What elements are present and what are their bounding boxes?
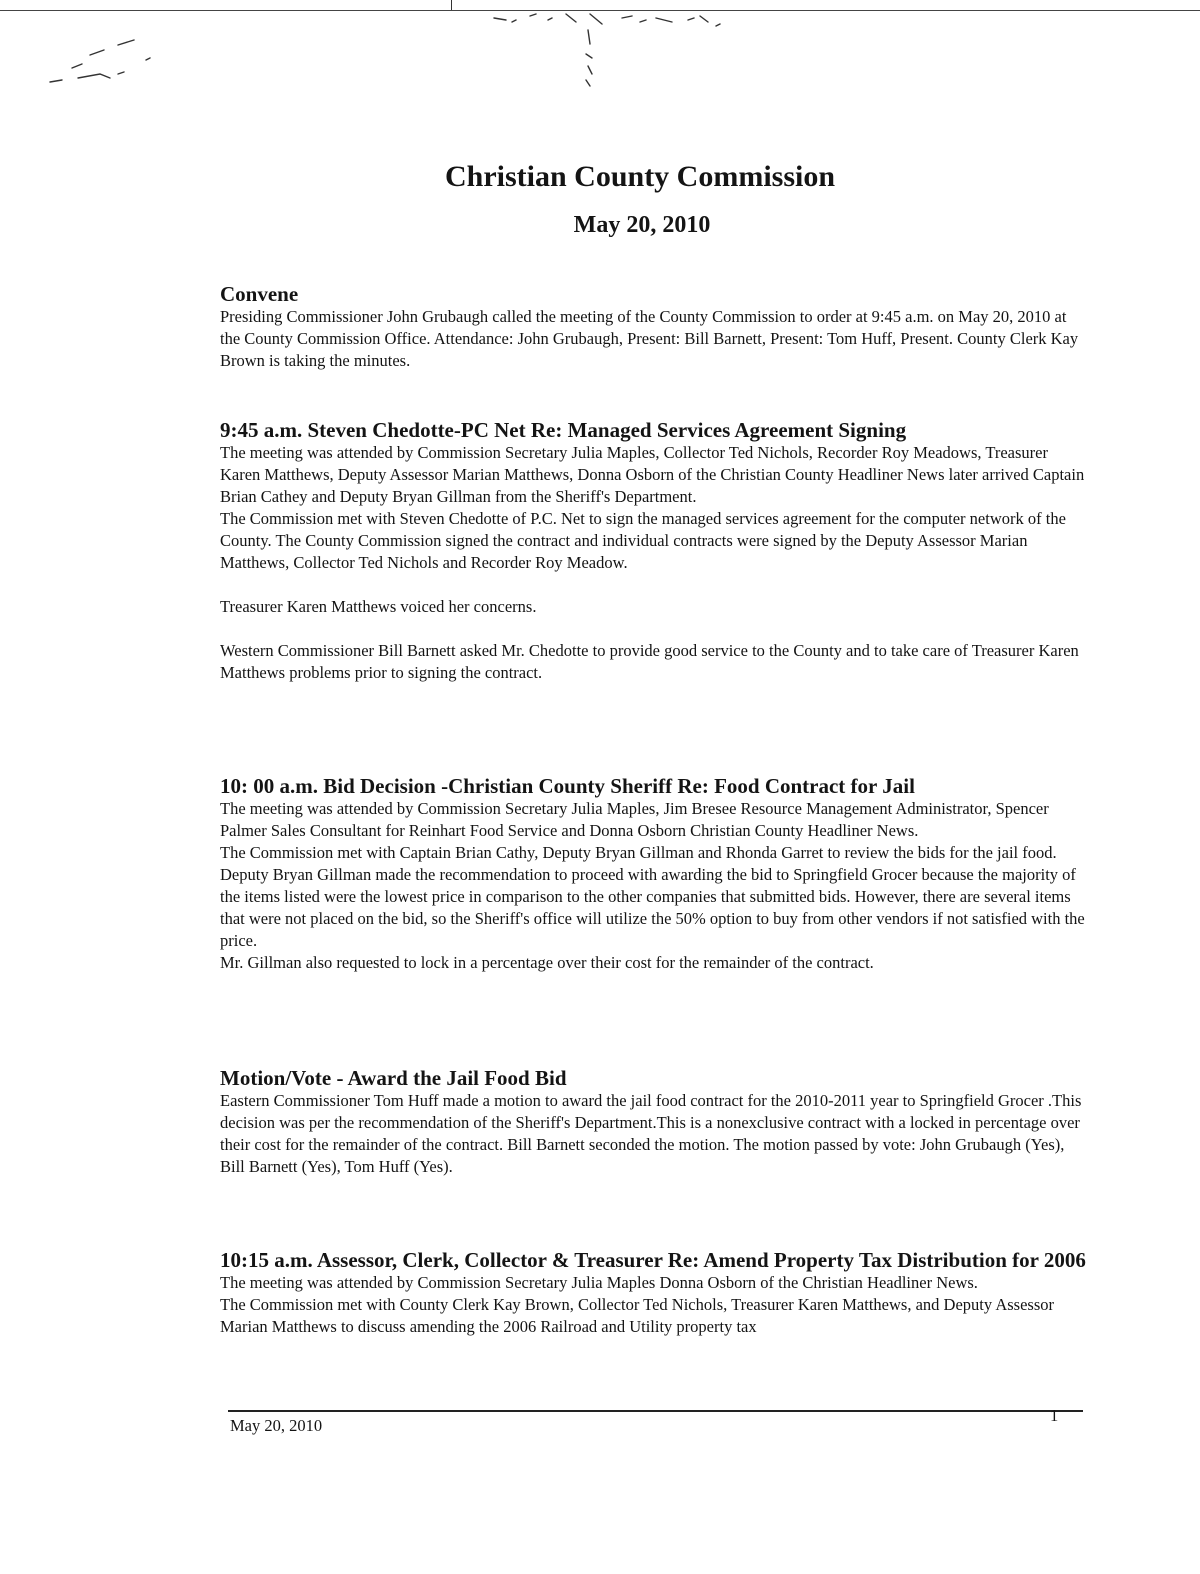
section-paragraph: The meeting was attended by Commission Secretary Julia Maples, Collector Ted Nichols, Recorder Roy Meadows, Treasurer Karen Matthews, Deputy Assessor Marian Matthews, Donna Osborn of the Christian County Headliner News later arrived Captain Brian Cathey and Deputy Bryan Gillman from the Sheriff's Department. xyxy=(220,443,1085,506)
section-paragraph: Treasurer Karen Matthews voiced her concerns. xyxy=(220,597,537,616)
section-managed-services xyxy=(220,418,1090,684)
section-paragraph: Presiding Commissioner John Grubaugh called the meeting of the County Commission to order at 9:45 a.m. on May 20, 2010 at the County Commission Office. Attendance: John Grubaugh, Present: Bill Barnett, Present: Tom Huff, Present. County Clerk Kay Brown is taking the minutes. xyxy=(220,307,1079,370)
section-convene xyxy=(220,282,1090,372)
section-paragraph: Mr. Gillman also requested to lock in a percentage over their cost for the remainder of the contract. xyxy=(220,953,874,972)
section-paragraph: Eastern Commissioner Tom Huff made a motion to award the jail food contract for the 2010-2011 year to Springfield Grocer .This decision was per the recommendation of the Sheriff's Department.This is a nonexclusive contract with a locked in percentage over their cost for the remainder of the contract. Bill Barnett seconded the motion. The motion passed by vote: John Grubaugh (Yes), Bill Barnett (Yes), Tom Huff (Yes). xyxy=(220,1091,1082,1176)
section-heading: Convene xyxy=(220,282,299,306)
section-heading: 10:15 a.m. Assessor, Clerk, Collector & Treasurer Re: Amend Property Tax Distribution for 2006 xyxy=(220,1248,1086,1272)
section-heading: 9:45 a.m. Steven Chedotte-PC Net Re: Managed Services Agreement Signing xyxy=(220,418,907,442)
footer-rule xyxy=(228,1410,1083,1412)
page-date: May 20, 2010 xyxy=(573,212,711,238)
section-property-tax xyxy=(220,1248,1090,1338)
section-paragraph: The Commission met with County Clerk Kay Brown, Collector Ted Nichols, Treasurer Karen Matthews, and Deputy Assessor Marian Matthews to discuss amending the 2006 Railroad and Utility property tax xyxy=(220,1295,1054,1336)
page-title: Christian County Commission xyxy=(444,160,836,193)
section-paragraph: The meeting was attended by Commission Secretary Julia Maples Donna Osborn of the Christian Headliner News. xyxy=(220,1273,978,1292)
page-number: 1 xyxy=(1050,1406,1059,1425)
section-motion-vote xyxy=(220,1066,1090,1178)
section-paragraph: The meeting was attended by Commission Secretary Julia Maples, Jim Bresee Resource Management Administrator, Spencer Palmer Sales Consultant for Reinhart Food Service and Donna Osborn Christian County Headliner News. xyxy=(220,799,1049,840)
section-heading: 10: 00 a.m. Bid Decision -Christian County Sheriff Re: Food Contract for Jail xyxy=(220,774,915,798)
scan-specks xyxy=(0,0,1200,120)
section-heading: Motion/Vote - Award the Jail Food Bid xyxy=(220,1066,567,1090)
section-paragraph: The Commission met with Captain Brian Cathy, Deputy Bryan Gillman and Rhonda Garret to review the bids for the jail food. Deputy Bryan Gillman made the recommendation to proceed with awarding the bid to Springfield Grocer because the majority of the items listed were the lowest price in comparison to the other companies that submitted bids. However, there are several items that were not placed on the bid, so the Sheriff's office will utilize the 50% option to buy from other vendors if not satisfied with the price. xyxy=(220,843,1085,950)
footer-date: May 20, 2010 xyxy=(230,1416,323,1435)
section-bid-decision xyxy=(220,774,1090,974)
section-paragraph: Western Commissioner Bill Barnett asked Mr. Chedotte to provide good service to the County and to take care of Treasurer Karen Matthews problems prior to signing the contract. xyxy=(220,641,1079,682)
section-paragraph: The Commission met with Steven Chedotte of P.C. Net to sign the managed services agreement for the computer network of the County. The County Commission signed the contract and individual contracts were signed by the Deputy Assessor Marian Matthews, Collector Ted Nichols and Recorder Roy Meadow. xyxy=(220,509,1066,572)
